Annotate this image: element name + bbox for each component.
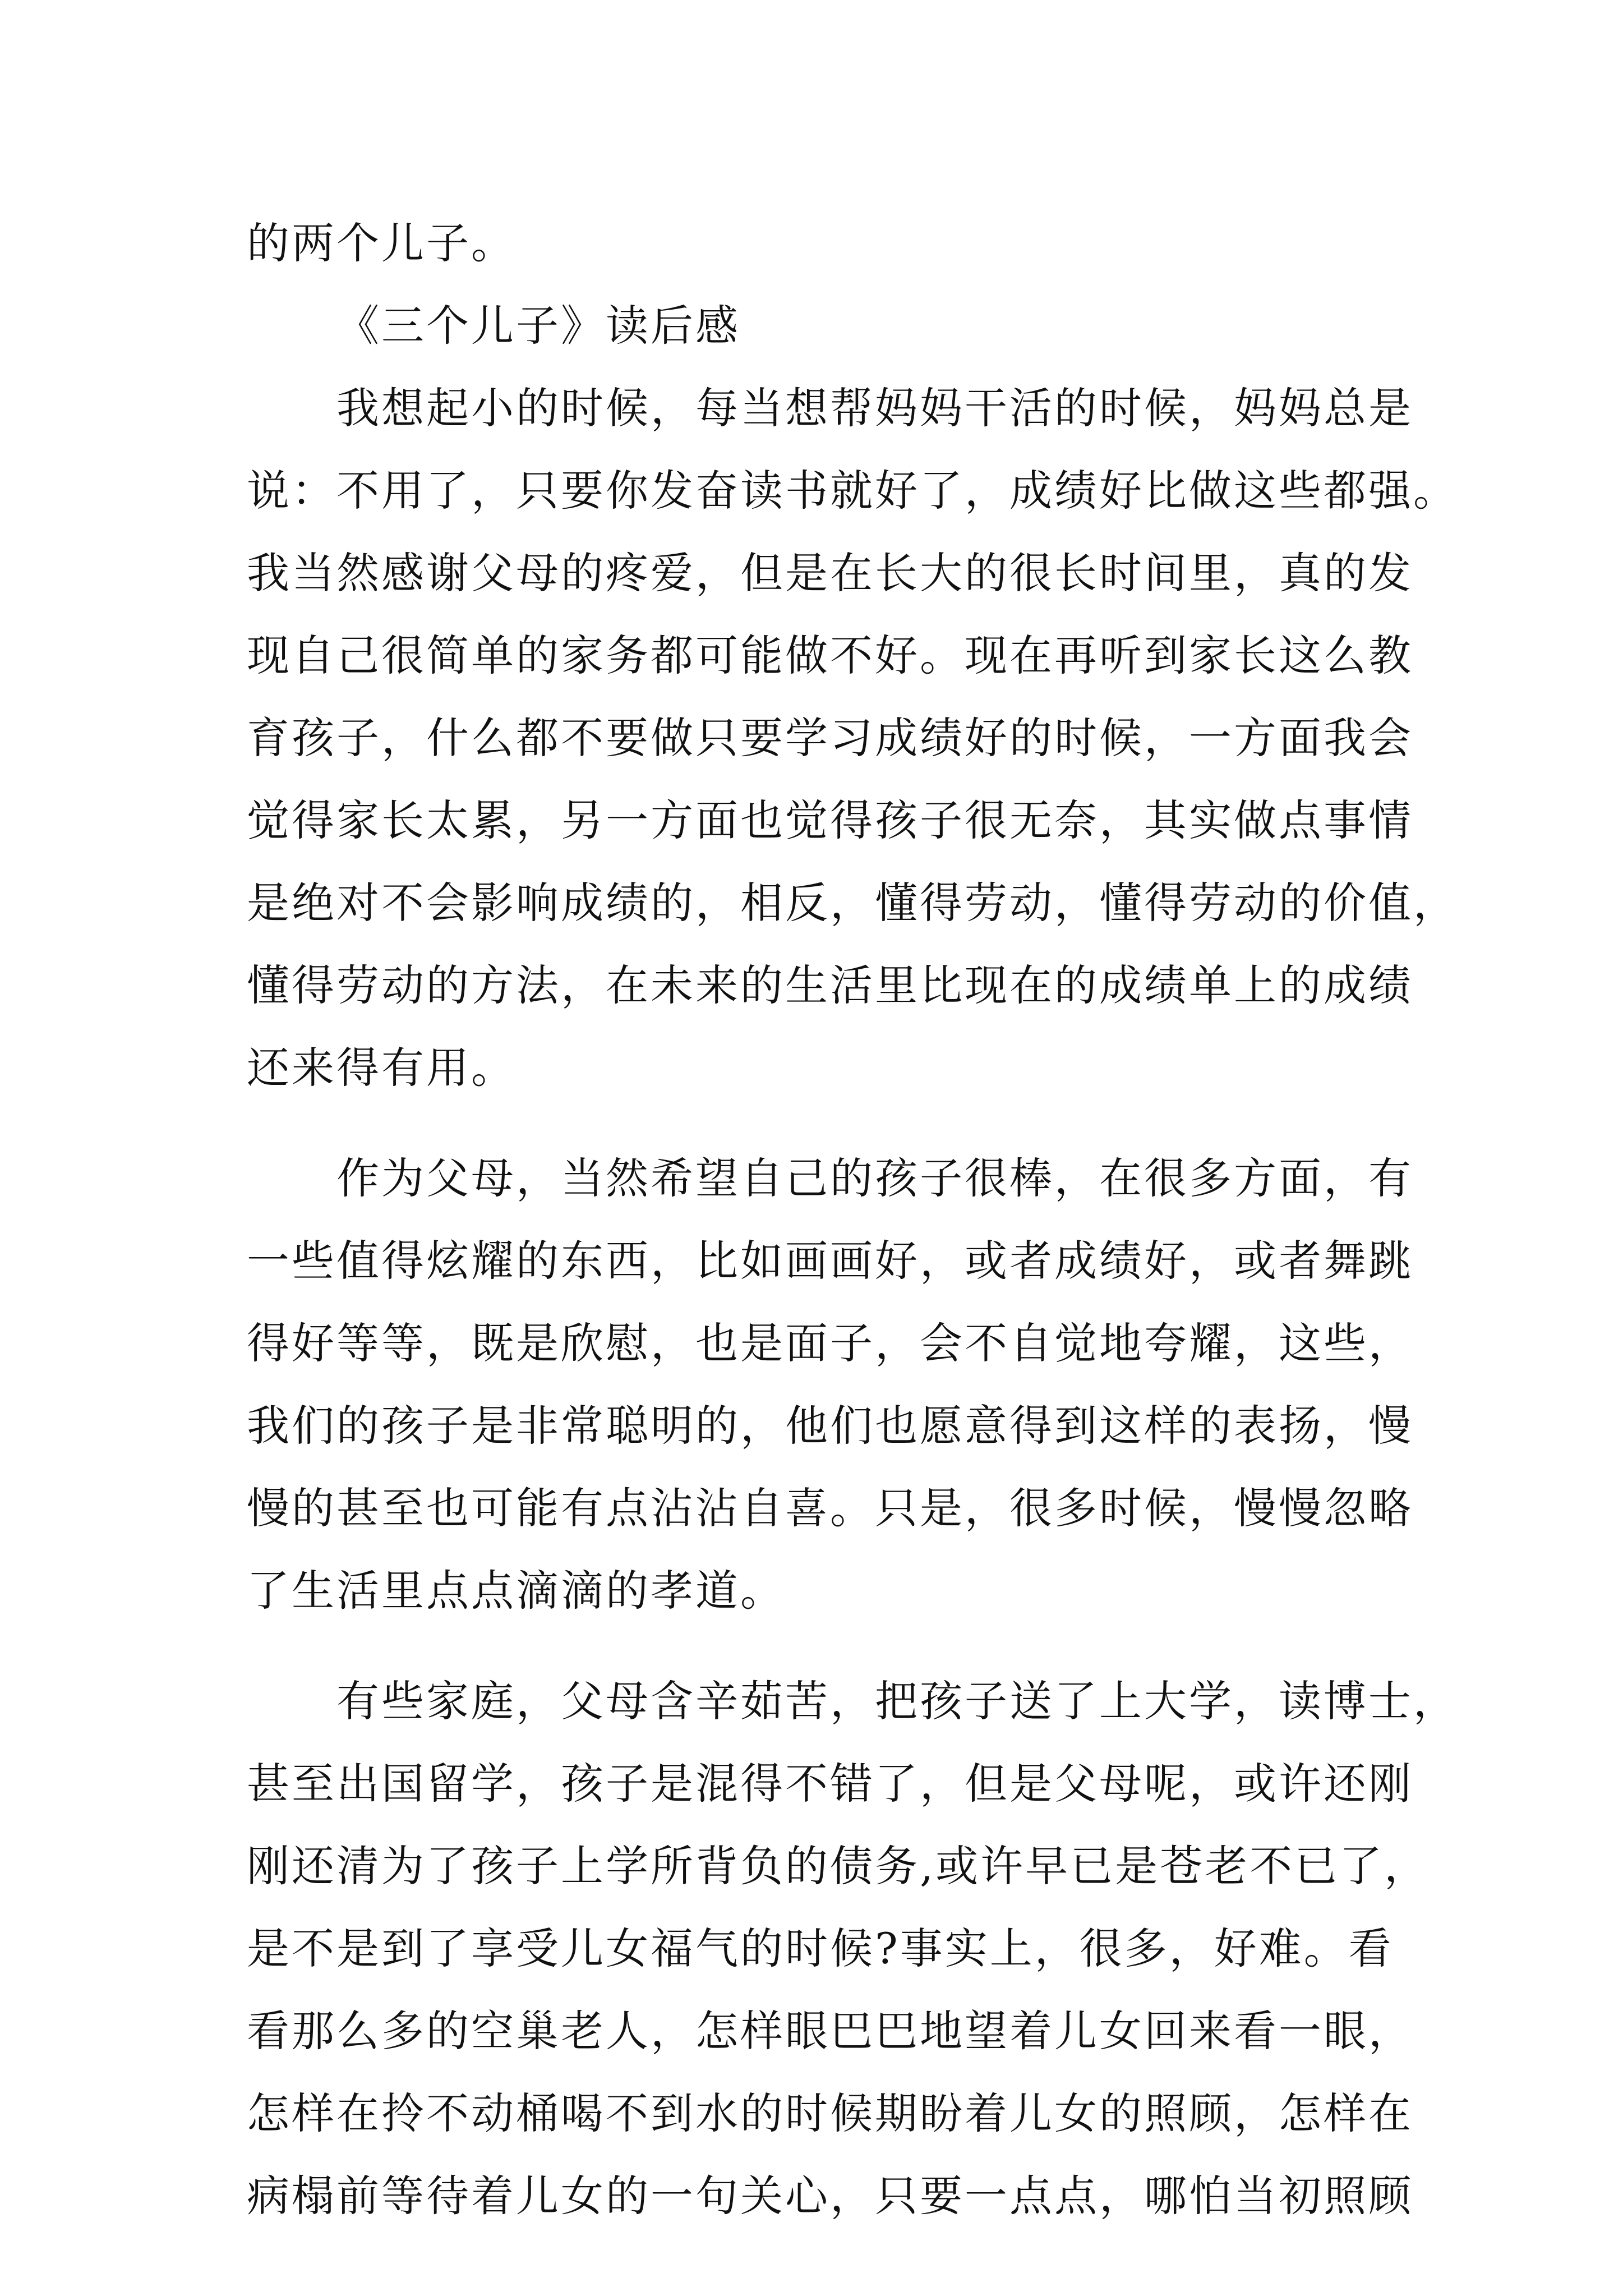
paragraph-1-line: 现自己很简单的家务都可能做不好。现在再听到家长这么教 (247, 631, 1413, 680)
paragraph-1-line: 觉得家长太累，另一方面也觉得孩子很无奈，其实做点事情 (247, 795, 1413, 845)
paragraph-3-line: 看那么多的空巢老人，怎样眼巴巴地望着儿女回来看一眼， (247, 2006, 1413, 2056)
paragraph-1-line: 我想起小的时候，每当想帮妈妈干活的时候，妈妈总是 (336, 383, 1413, 433)
paragraph-1-line: 我当然感谢父母的疼爱，但是在长大的很长时间里，真的发 (247, 548, 1413, 598)
essay-title: 《三个儿子》读后感 (336, 301, 740, 351)
paragraph-3-line: 怎样在拎不动桶喝不到水的时候期盼着儿女的照顾，怎样在 (247, 2088, 1413, 2138)
paragraph-3-line: 刚还清为了孩子上学所背负的债务,或许早已是苍老不已了， (247, 1841, 1430, 1891)
paragraph-3-line: 是不是到了享受儿女福气的时候?事实上，很多，好难。看 (247, 1924, 1394, 1973)
paragraph-2-line: 一些值得炫耀的东西，比如画画好，或者成绩好，或者舞跳 (247, 1236, 1413, 1286)
paragraph-1-line: 说：不用了，只要你发奋读书就好了，成绩好比做这些都强。 (247, 466, 1458, 516)
paragraph-2-line: 得好等等，既是欣慰，也是面子，会不自觉地夸耀，这些， (247, 1318, 1413, 1368)
paragraph-1-line: 懂得劳动的方法，在未来的生活里比现在的成绩单上的成绩 (247, 960, 1413, 1010)
paragraph-3-line: 有些家庭，父母含辛茹苦，把孩子送了上大学，读博士， (336, 1676, 1458, 1726)
paragraph-2-line: 了生活里点点滴滴的孝道。 (247, 1566, 785, 1616)
paragraph-2-line: 作为父母，当然希望自己的孩子很棒，在很多方面，有 (336, 1153, 1413, 1203)
body-line: 的两个儿子。 (247, 218, 516, 268)
document-body (247, 202, 1458, 2237)
paragraph-1-line: 还来得有用。 (247, 1043, 516, 1093)
paragraph-1-line: 是绝对不会影响成绩的，相反，懂得劳动，懂得劳动的价值， (247, 878, 1458, 928)
paragraph-2-line: 我们的孩子是非常聪明的，他们也愿意得到这样的表扬，慢 (247, 1401, 1413, 1451)
paragraph-3-line: 甚至出国留学，孩子是混得不错了，但是父母呢，或许还刚 (247, 1759, 1413, 1809)
paragraph-1-line: 育孩子，什么都不要做只要学习成绩好的时候，一方面我会 (247, 713, 1413, 763)
paragraph-3-line: 病榻前等待着儿女的一句关心，只要一点点，哪怕当初照顾 (247, 2171, 1413, 2221)
paragraph-2-line: 慢的甚至也可能有点沾沾自喜。只是，很多时候，慢慢忽略 (247, 1483, 1413, 1533)
